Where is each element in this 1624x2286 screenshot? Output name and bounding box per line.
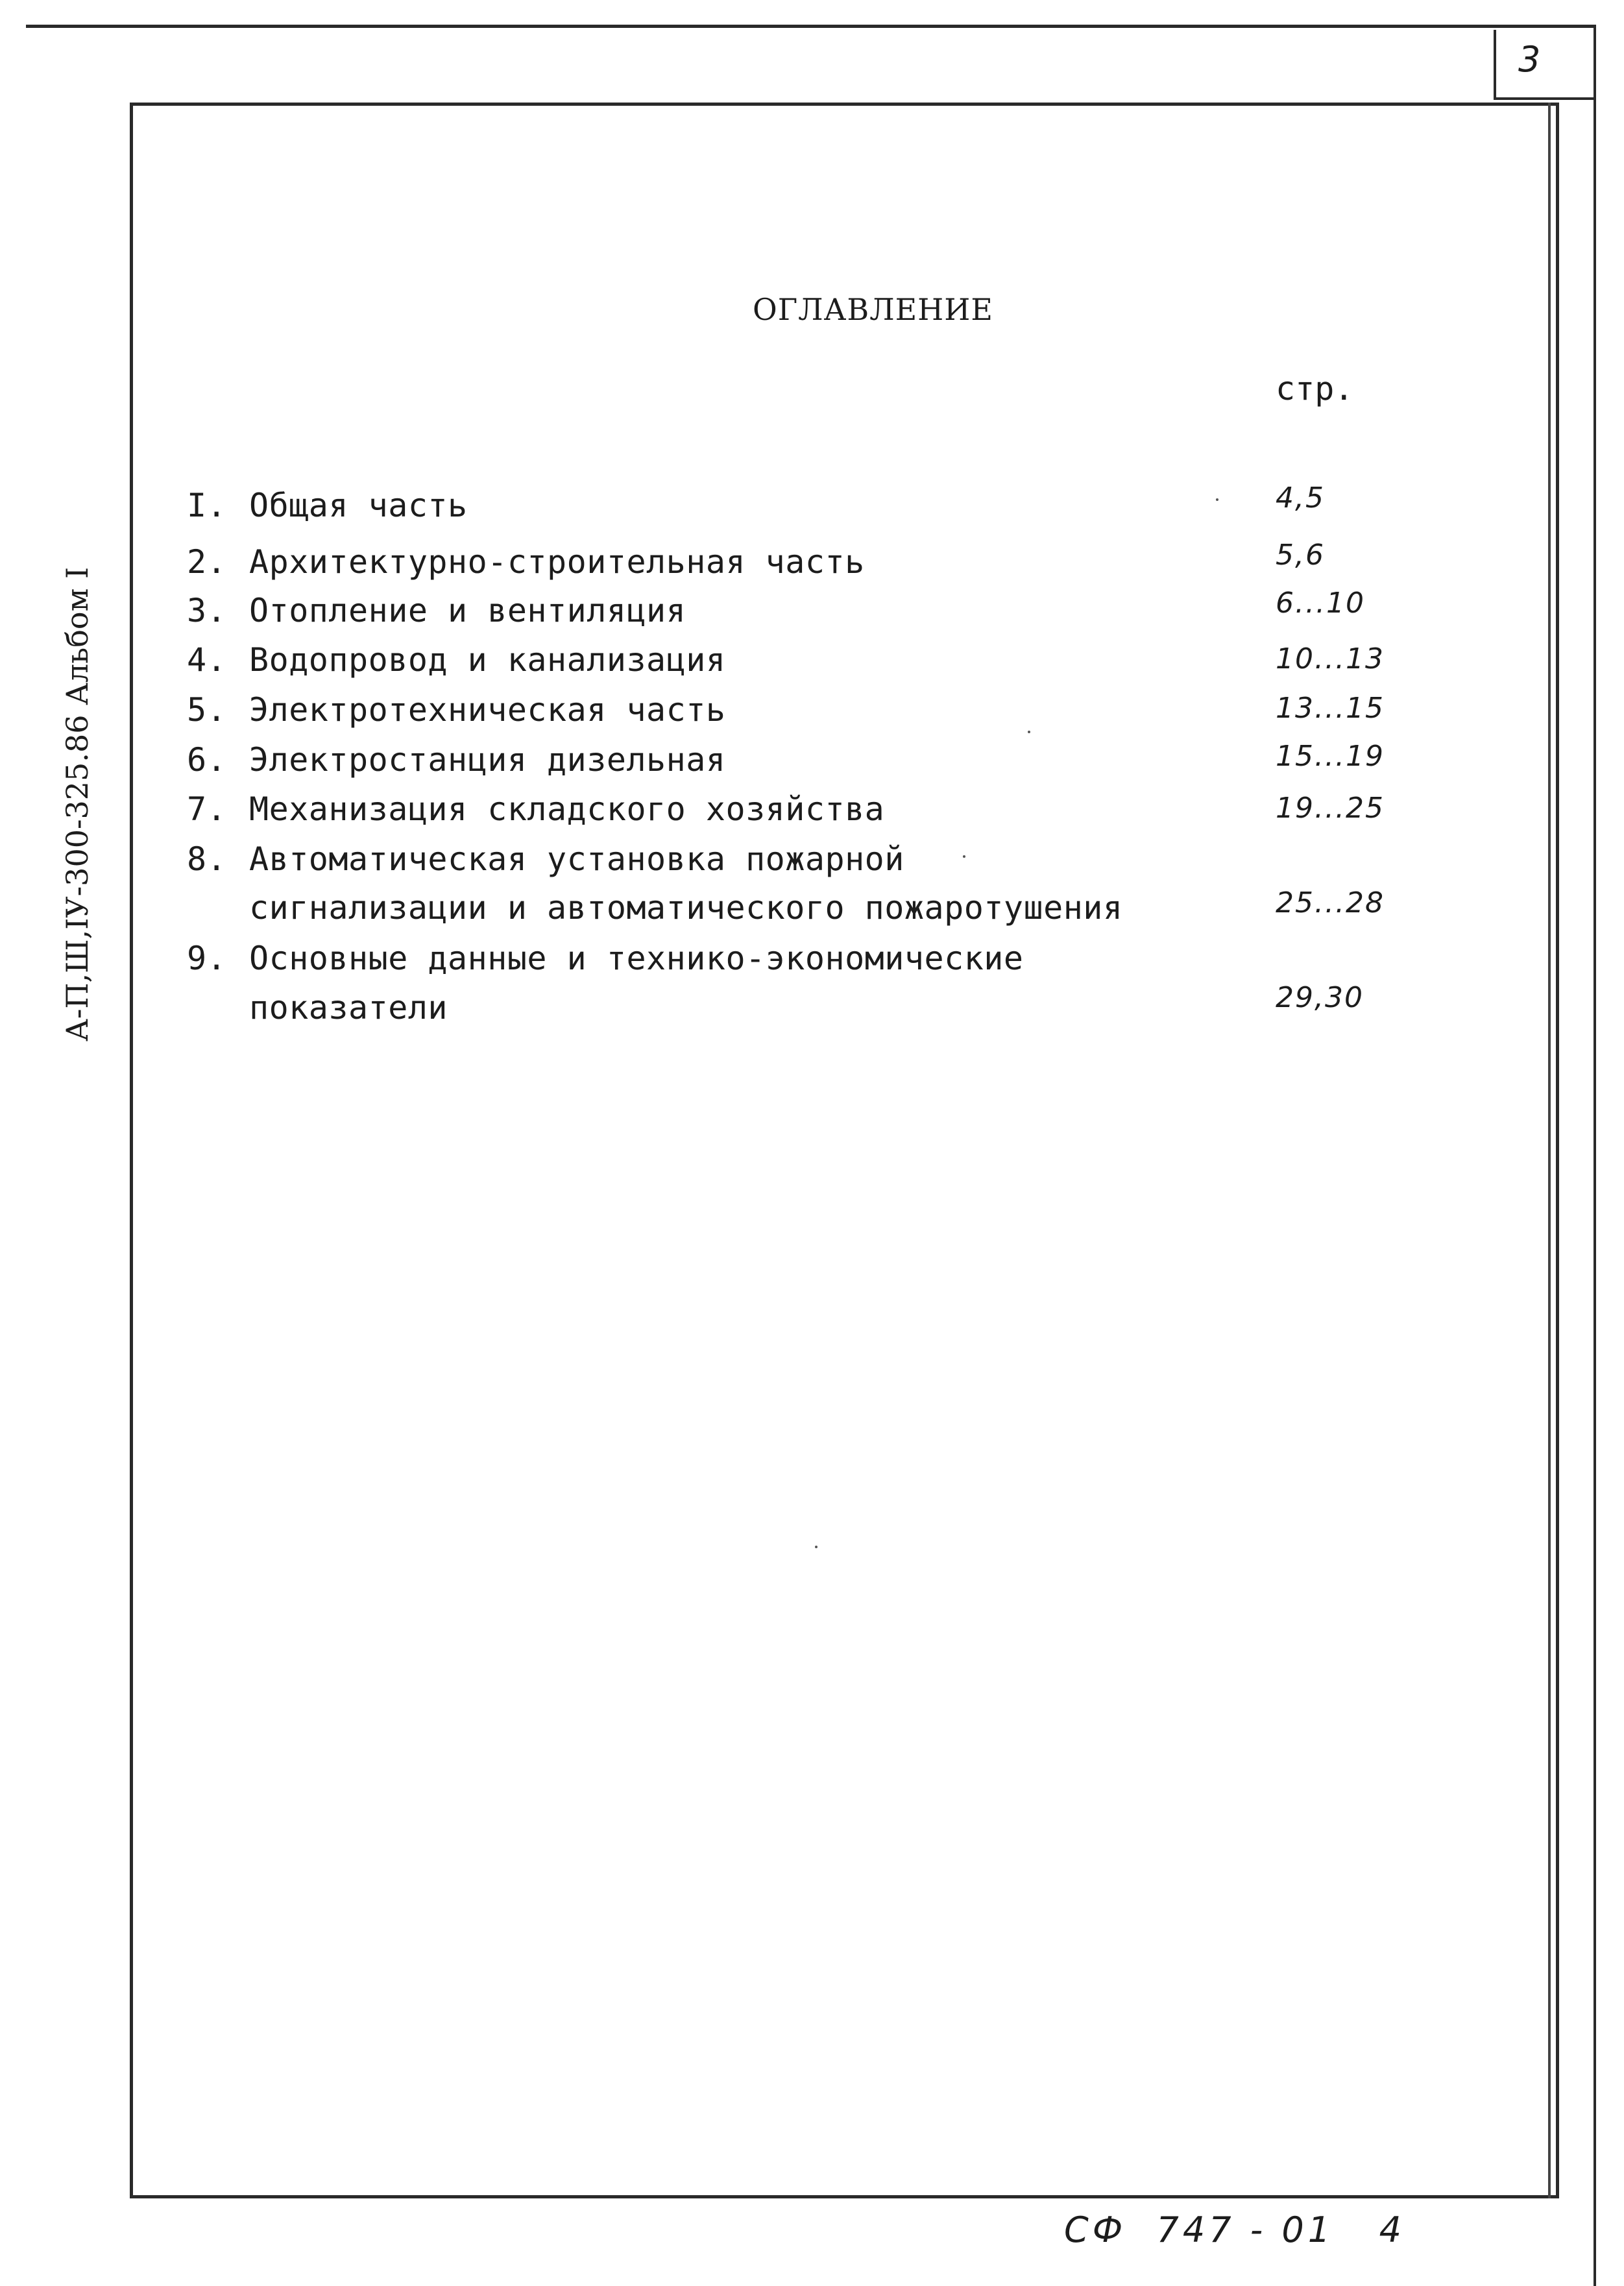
page-number-box bbox=[1494, 30, 1594, 100]
toc-entry-number: 2. bbox=[187, 543, 227, 581]
toc-entry-number: 3. bbox=[187, 592, 227, 629]
page-number: 3 bbox=[1518, 39, 1541, 80]
toc-entry-title: Механизация складского хозяйства bbox=[249, 790, 885, 828]
pages-column-header: стр. bbox=[1276, 370, 1354, 407]
toc-entry-pages: 13...15 bbox=[1276, 692, 1385, 725]
scan-speck bbox=[815, 1546, 818, 1548]
footer-document-code: СФ 747 - 01 4 bbox=[1064, 2209, 1405, 2250]
toc-entry-number: 5. bbox=[187, 691, 227, 729]
toc-entry-number: I. bbox=[187, 487, 227, 524]
toc-entry-pages: 6...10 bbox=[1276, 587, 1365, 620]
top-border-line bbox=[26, 25, 1596, 28]
toc-entry-title-line-1: Основные данные и технико-экономические bbox=[249, 940, 1024, 977]
toc-entry-title: Отопление и вентиляция bbox=[249, 592, 686, 629]
toc-entry-pages: 19...25 bbox=[1276, 792, 1385, 825]
toc-entry-title: Общая часть bbox=[249, 487, 468, 524]
toc-entry-title: Архитектурно-строительная часть bbox=[249, 543, 865, 581]
toc-entry-title-line-2: сигнализации и автоматического пожаротушения bbox=[249, 889, 1123, 927]
frame-inner-right-line bbox=[1548, 103, 1551, 2198]
toc-entry-pages: 5,6 bbox=[1276, 539, 1325, 572]
toc-entry-title: Электростанция дизельная bbox=[249, 741, 726, 779]
toc-entry-number: 6. bbox=[187, 741, 227, 779]
scan-speck bbox=[1028, 731, 1030, 733]
toc-entry-pages: 10...13 bbox=[1276, 642, 1385, 675]
right-border-line bbox=[1594, 25, 1596, 2286]
toc-entry-number: 4. bbox=[187, 641, 227, 679]
drawing-frame bbox=[130, 103, 1559, 2198]
toc-entry-pages: 25...28 bbox=[1276, 886, 1385, 919]
toc-entry-title: Водопровод и канализация bbox=[249, 641, 726, 679]
side-document-code: А-П,Ш,IУ-300-325.86 Альбом I bbox=[60, 566, 95, 1041]
toc-entry-pages: 15...19 bbox=[1276, 740, 1385, 773]
toc-entry-number: 9. bbox=[187, 940, 227, 977]
toc-entry-pages: 29,30 bbox=[1276, 981, 1364, 1014]
toc-entry-title-line-1: Автоматическая установка пожарной bbox=[249, 840, 904, 878]
document-title: ОГЛАВЛЕНИЕ bbox=[753, 292, 993, 327]
scan-speck bbox=[963, 855, 965, 858]
scan-speck bbox=[1216, 498, 1218, 501]
toc-entry-pages: 4,5 bbox=[1276, 481, 1325, 515]
toc-entry-number: 7. bbox=[187, 790, 227, 828]
toc-entry-title: Электротехническая часть bbox=[249, 691, 726, 729]
toc-entry-number: 8. bbox=[187, 840, 227, 878]
toc-entry-title-line-2: показатели bbox=[249, 989, 448, 1027]
